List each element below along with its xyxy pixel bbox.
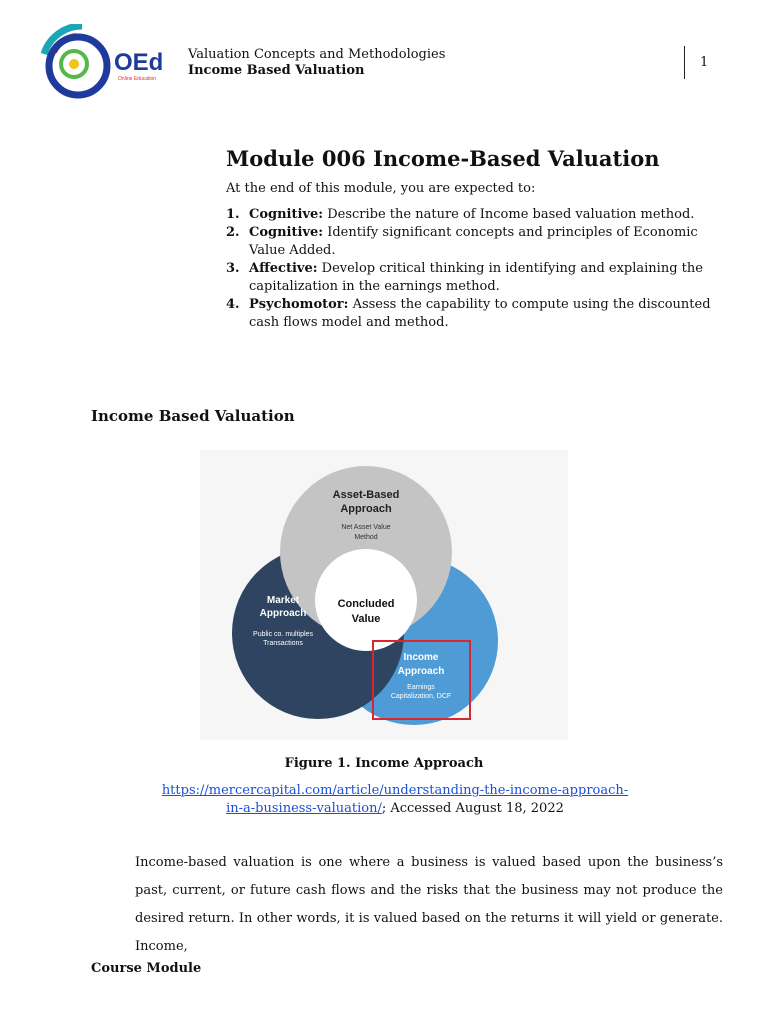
objective-number: 1. [226, 207, 240, 222]
source-link-part1[interactable]: https://mercercapital.com/article/understanding-the-income-approach- [161, 783, 629, 798]
objective-text: Describe the nature of Income based valuation method. [323, 207, 695, 222]
header-course: Valuation Concepts and Methodologies [188, 47, 446, 62]
asset-title-line2: Approach [340, 503, 392, 515]
running-header [188, 47, 445, 79]
objective-item [226, 296, 726, 332]
income-title-line1: Income [403, 652, 439, 663]
market-title-line1: Market [266, 595, 300, 606]
figure-caption: Figure 1. Income Approach [284, 756, 484, 771]
header-divider [684, 46, 685, 79]
objective-text: Identify significant concepts and principles of Economic Value Added. [249, 225, 698, 258]
income-sub-line2: Capitalization, DCF [390, 693, 452, 700]
source-accessed: ; Accessed August 18, 2022 [381, 801, 564, 816]
objective-item [226, 206, 726, 224]
objective-item [226, 224, 726, 260]
page-number: 1 [700, 55, 709, 70]
objective-label: Psychomotor: [249, 297, 349, 312]
logo-subtext: Online Education [118, 76, 157, 82]
figure-source [140, 782, 650, 818]
section-heading: Income Based Valuation [91, 407, 295, 425]
valuation-approaches-diagram [200, 450, 568, 740]
objective-label: Cognitive: [249, 225, 324, 240]
objectives-list [226, 206, 726, 332]
asset-sub-line1: Net Asset Value [341, 524, 391, 531]
module-title: Module 006 Income-Based Valuation [226, 146, 660, 171]
income-title-line2: Approach [397, 666, 445, 677]
footer-label: Course Module [91, 961, 202, 976]
header-topic: Income Based Valuation [188, 63, 365, 78]
concluded-line1: Concluded [337, 598, 395, 610]
objective-number: 4. [226, 297, 240, 312]
source-link-part2[interactable]: in-a-business-valuation/ [226, 801, 382, 816]
objective-text: Develop critical thinking in identifying and explaining the capitalization in the earnings method. [249, 261, 703, 294]
objective-number: 2. [226, 225, 240, 240]
objectives-intro: At the end of this module, you are expected to: [226, 181, 536, 196]
objective-number: 3. [226, 261, 240, 276]
market-title-line2: Approach [259, 608, 307, 619]
market-sub-line1: Public co. multiples [253, 631, 313, 638]
income-sub-line1: Earnings [407, 684, 435, 691]
logo-dot-yellow [69, 59, 79, 69]
concluded-line2: Value [351, 613, 381, 625]
body-paragraph: Income-based valuation is one where a business is valued based upon the business’s past, current, or future cash flows and the risks that the business may not produce the desired return. In other words, it is valued based on the returns it will yield or generate. Income, [135, 855, 723, 954]
logo-text: OEd [114, 49, 164, 76]
objective-label: Affective: [249, 261, 318, 276]
asset-title-line1: Asset-Based [332, 489, 400, 501]
market-sub-line2: Transactions [263, 640, 303, 647]
objective-text: Assess the capability to compute using the discounted cash flows model and method. [249, 297, 711, 330]
objective-item [226, 260, 726, 296]
objective-label: Cognitive: [249, 207, 324, 222]
asset-sub-line2: Method [354, 534, 378, 541]
oed-logo [38, 24, 166, 104]
